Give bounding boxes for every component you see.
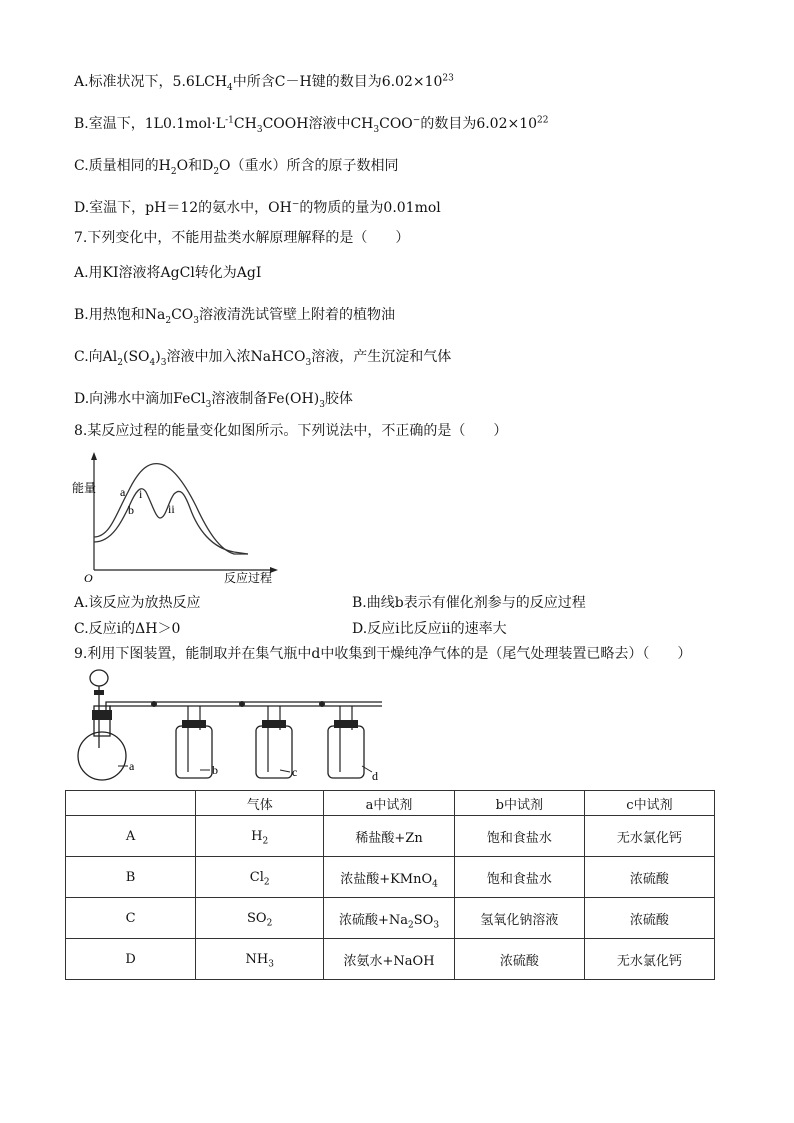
table-row bbox=[66, 898, 715, 939]
bottle-d bbox=[328, 726, 364, 778]
q6-option-c: C.质量相同的$H_2O$和$D_2O$（重水）所含的原子数相同 bbox=[74, 158, 399, 177]
y-axis-label: 能量 bbox=[72, 481, 97, 495]
gas-cell: $Cl_2$ bbox=[196, 857, 324, 898]
reagent-b-cell: 饱和食盐水 bbox=[454, 816, 584, 857]
gas-cell: $SO_2$ bbox=[196, 898, 324, 939]
x-axis-label: 反应过程 bbox=[224, 571, 273, 584]
q8-option-b: B.曲线b表示有催化剂参与的反应过程 bbox=[352, 595, 586, 611]
bottle-c bbox=[256, 726, 292, 778]
q8-option-a: A.该反应为放热反应 bbox=[74, 595, 201, 611]
reagent-c-cell: 无水氯化钙 bbox=[584, 816, 714, 857]
leader-c bbox=[280, 770, 290, 772]
connector-3 bbox=[319, 701, 325, 707]
q6-option-b: B.室温下，$1L0.1mol\cdot L^{-1}CH_3COOH$溶液中$CH_3COO^-$的数目为$6.02\times 10^{22}$ bbox=[74, 115, 549, 135]
q8-option-c: C.反应ⅰ的ΔH＞0 bbox=[74, 621, 181, 637]
reagent-a-cell: 浓盐酸+KMnO$_4$ bbox=[324, 857, 454, 898]
apparatus-diagram bbox=[72, 668, 392, 786]
q7-option-b: B.用热饱和$Na_2CO_3$溶液清洗试管壁上附着的植物油 bbox=[74, 307, 396, 326]
reagent-b-cell: 饱和食盐水 bbox=[454, 857, 584, 898]
gas-cell: $H_2$ bbox=[196, 816, 324, 857]
label-d: d bbox=[372, 769, 378, 783]
table-row bbox=[66, 939, 715, 980]
option-cell: D bbox=[66, 939, 196, 980]
q9-stem: 9.利用下图装置，能制取并在集气瓶中d中收集到干燥纯净气体的是（尾气处理装置已略去）（ ） bbox=[74, 646, 692, 662]
dropping-funnel bbox=[90, 670, 108, 686]
header-cell: 气体 bbox=[196, 791, 324, 816]
label-b: b bbox=[212, 763, 218, 777]
reagent-a-cell: 浓硫酸$+Na_2SO_3$ bbox=[324, 898, 454, 939]
table-header-row bbox=[66, 791, 715, 816]
option-cell: B bbox=[66, 857, 196, 898]
reagent-a-cell: 稀盐酸+Zn bbox=[324, 816, 454, 857]
reagent-table bbox=[65, 790, 715, 980]
curve-b bbox=[94, 489, 248, 554]
curve-b-label: b bbox=[128, 503, 134, 517]
reagent-b-cell: 氢氧化钠溶液 bbox=[454, 898, 584, 939]
q7-option-a: A.用KI溶液将AgCl转化为AgI bbox=[74, 265, 262, 281]
stopper-d bbox=[334, 720, 358, 728]
label-c: c bbox=[292, 765, 298, 779]
reagent-c-cell: 浓硫酸 bbox=[584, 898, 714, 939]
option-cell: A bbox=[66, 816, 196, 857]
header-cell bbox=[66, 791, 196, 816]
origin-label: O bbox=[84, 571, 93, 584]
reagent-c-cell: 无水氯化钙 bbox=[584, 939, 714, 980]
reaction-ii-label: ii bbox=[168, 502, 175, 516]
q6-option-d: D.室温下，pH＝12的氨水中，OH−的物质的量为0.01mol bbox=[74, 199, 441, 216]
connector-2 bbox=[239, 701, 245, 707]
energy-diagram bbox=[72, 452, 282, 584]
stopper-c bbox=[262, 720, 286, 728]
reagent-b-cell: 浓硫酸 bbox=[454, 939, 584, 980]
q7-option-c: C.向$Al_2(SO_4)_3$溶液中加入浓NaHCO$_3$溶液，产生沉淀和气体 bbox=[74, 349, 452, 368]
table-row bbox=[66, 857, 715, 898]
q8-option-d: D.反应ⅰ比反应ⅱ的速率大 bbox=[352, 621, 507, 637]
q8-stem: 8.某反应过程的能量变化如图所示。下列说法中，不正确的是（ ） bbox=[74, 423, 508, 439]
header-cell: c中试剂 bbox=[584, 791, 714, 816]
header-cell: a中试剂 bbox=[324, 791, 454, 816]
delivery-tube-inner bbox=[110, 706, 382, 710]
stopper-b bbox=[182, 720, 206, 728]
curve-a-label: a bbox=[120, 485, 126, 499]
y-axis-arrow bbox=[91, 452, 97, 460]
flask-a bbox=[78, 732, 126, 780]
option-cell: C bbox=[66, 898, 196, 939]
stopper-a bbox=[92, 710, 112, 720]
funnel-stopcock bbox=[94, 690, 104, 695]
q6-option-a: A.标准状况下，$5.6LCH_4$中所含C－H键的数目为$6.02\times 10^{23}$ bbox=[74, 73, 454, 93]
q7-stem: 7.下列变化中，不能用盐类水解原理解释的是（ ） bbox=[74, 230, 410, 246]
reagent-c-cell: 浓硫酸 bbox=[584, 857, 714, 898]
connector-1 bbox=[151, 701, 157, 707]
table-row bbox=[66, 816, 715, 857]
reaction-i-label: i bbox=[139, 487, 143, 501]
header-cell: b中试剂 bbox=[454, 791, 584, 816]
reagent-a-cell: 浓氨水+NaOH bbox=[324, 939, 454, 980]
label-a: a bbox=[129, 759, 135, 773]
gas-cell: $NH_3$ bbox=[196, 939, 324, 980]
q7-option-d: D.向沸水中滴加FeCl$_3$溶液制备$Fe(OH)_3$胶体 bbox=[74, 391, 353, 410]
